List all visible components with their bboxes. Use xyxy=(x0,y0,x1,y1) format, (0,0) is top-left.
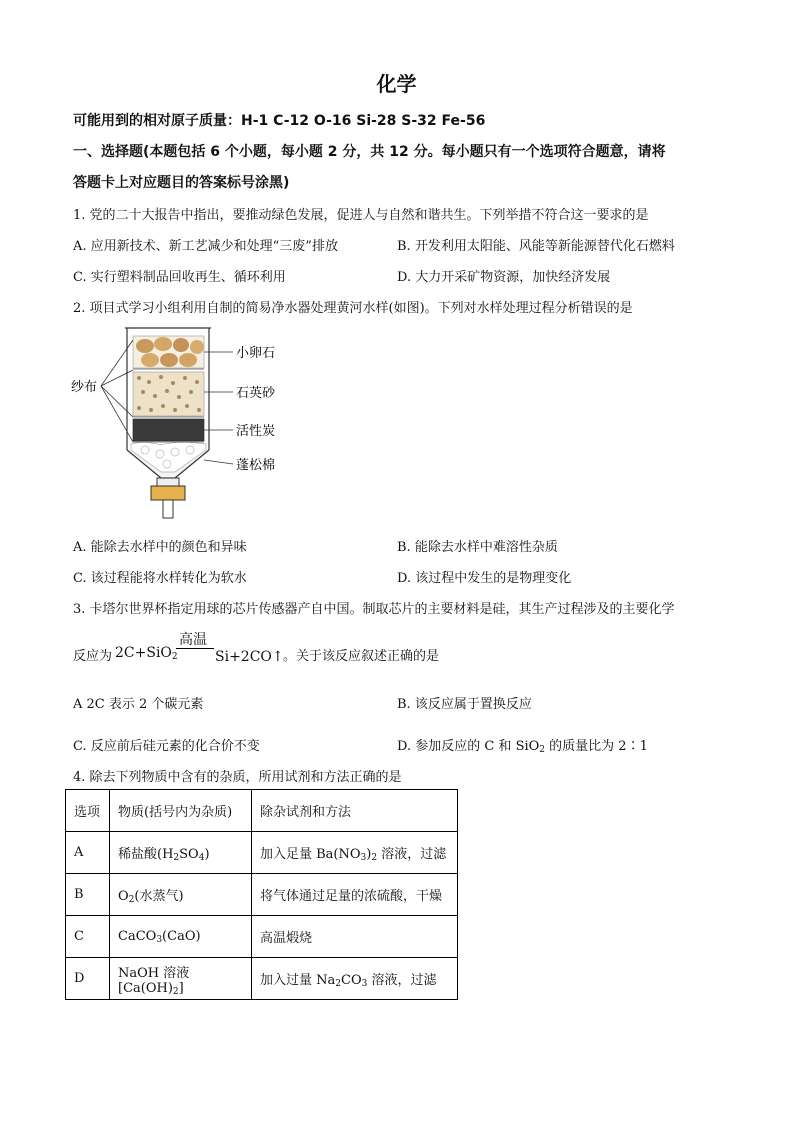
reaction-equation xyxy=(73,629,473,679)
header-substance: 物质(括号内为杂质) xyxy=(110,790,252,832)
q2-option-c: C. 该过程能将水样转化为软水 xyxy=(73,571,247,586)
table-row xyxy=(66,916,458,958)
page-title: 化学 xyxy=(376,72,417,96)
label-pebbles: 小卵石 xyxy=(236,346,276,361)
label-activated-carbon: 活性炭 xyxy=(236,424,276,439)
q1-option-a: A. 应用新技术、新工艺减少和处理“三废”排放 xyxy=(73,239,338,254)
table-row xyxy=(66,958,458,1000)
q2-option-d: D. 该过程中发生的是物理变化 xyxy=(397,571,572,586)
q3-option-b: B. 该反应属于置换反应 xyxy=(397,697,532,712)
q2-option-b: B. 能除去水样中难溶性杂质 xyxy=(397,540,558,555)
equation-prefix: 反应为 xyxy=(73,649,113,664)
row-substance: NaOH 溶液$[Ca(OH)_2]$ xyxy=(110,958,252,1000)
table-header-row xyxy=(66,790,458,832)
row-option: B xyxy=(66,874,110,916)
label-quartz-sand: 石英砂 xyxy=(236,386,276,401)
table-row xyxy=(66,874,458,916)
row-substance: $O_2$(水蒸气) xyxy=(110,874,252,916)
q4-stem: 4. 除去下列物质中含有的杂质，所用试剂和方法正确的是 xyxy=(73,770,402,785)
equation-reactants: 2C+SiO$_2$ xyxy=(115,645,178,662)
header-method: 除杂试剂和方法 xyxy=(252,790,458,832)
row-method: 高温煅烧 xyxy=(252,916,458,958)
equation-arrow-line xyxy=(176,648,214,649)
q3-option-c: C. 反应前后硅元素的化合价不变 xyxy=(73,739,260,754)
equation-suffix: 。关于该反应叙述正确的是 xyxy=(283,649,440,664)
q1-option-d: D. 大力开采矿物资源，加快经济发展 xyxy=(397,270,611,285)
row-substance: 稀盐酸$(H_2SO_4)$ xyxy=(110,832,252,874)
q2-option-a: A. 能除去水样中的颜色和异味 xyxy=(73,540,247,555)
row-method: 将气体通过足量的浓硫酸，干燥 xyxy=(252,874,458,916)
impurity-table xyxy=(65,789,458,1000)
row-option: D xyxy=(66,958,110,1000)
water-filter-diagram xyxy=(65,322,315,527)
quartz-sand-layer xyxy=(133,372,204,416)
outlet-nozzle xyxy=(151,478,185,518)
table-row xyxy=(66,832,458,874)
cotton-layer xyxy=(131,442,206,472)
row-option: A xyxy=(66,832,110,874)
row-option: C xyxy=(66,916,110,958)
label-cotton: 蓬松棉 xyxy=(236,458,276,473)
row-method: 加入足量 $Ba(NO_3)_2$ 溶液，过滤 xyxy=(252,832,458,874)
q3-option-d: D. 参加反应的 C 和 SiO$_2$ 的质量比为 2∶1 xyxy=(397,739,648,755)
equation-products: Si+2CO↑ xyxy=(215,649,284,665)
row-method: 加入过量 $Na_2CO_3$ 溶液，过滤 xyxy=(252,958,458,1000)
q2-stem: 2. 项目式学习小组利用自制的简易净水器处理黄河水样(如图)。下列对水样处理过程分析错误的是 xyxy=(73,301,633,316)
section1-heading-line1: 一、选择题(本题包括 6 个小题，每小题 2 分，共 12 分。每小题只有一个选项符合题意，请将 xyxy=(73,144,666,160)
row-substance: CaCO$_3$(CaO) xyxy=(110,916,252,958)
section1-heading-line2: 答题卡上对应题目的答案标号涂黑) xyxy=(73,175,290,191)
q3-option-a: A 2C 表示 2 个碳元素 xyxy=(73,697,204,712)
q3-stem: 3. 卡塔尔世界杯指定用球的芯片传感器产自中国。制取芯片的主要材料是硅，其生产过程涉及的主要化学 xyxy=(73,602,675,617)
q1-stem: 1. 党的二十大报告中指出，要推动绿色发展，促进人与自然和谐共生。下列举措不符合这一要求的是 xyxy=(73,208,649,223)
atomic-masses: 可能用到的相对原子质量：H-1 C-12 O-16 Si-28 S-32 Fe-56 xyxy=(73,113,486,129)
activated-carbon-layer xyxy=(133,419,204,441)
q1-option-c: C. 实行塑料制品回收再生、循环利用 xyxy=(73,270,286,285)
equation-condition: 高温 xyxy=(179,632,207,648)
pebble-layer xyxy=(133,336,204,368)
q1-option-b: B. 开发利用太阳能、风能等新能源替代化石燃料 xyxy=(397,239,675,254)
header-option: 选项 xyxy=(66,790,110,832)
label-gauze: 纱布 xyxy=(71,380,98,395)
